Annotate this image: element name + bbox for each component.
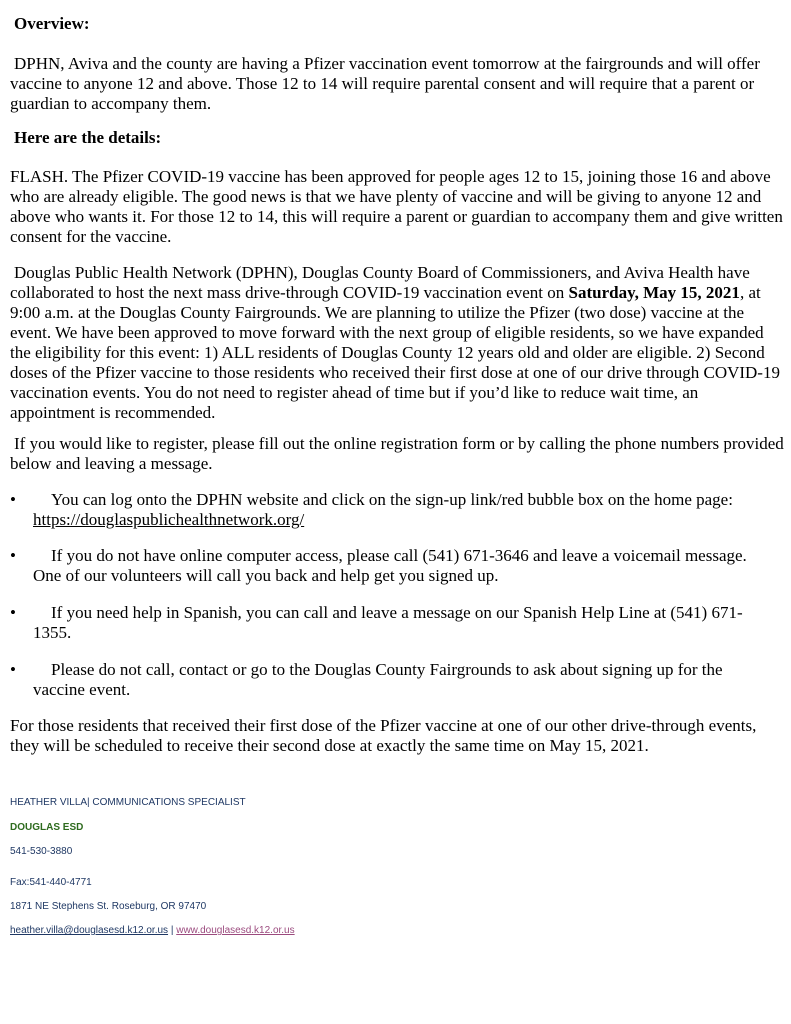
signature-phone: 541-530-3880: [10, 846, 73, 857]
bullet-icon: •: [10, 490, 16, 509]
link-separator: |: [170, 925, 174, 936]
email-link[interactable]: heather.villa@douglasesd.k12.or.us: [10, 925, 169, 936]
overview-paragraph: DPHN, Aviva and the county are having a Pfizer vaccination event tomorrow at the fairgrounds and will offer vaccine to anyone 12 and above. Those 12 to 14 will require parental consent and will require that a parent or guardian to accompany them.: [10, 54, 760, 113]
list-item: [10, 546, 785, 586]
closing-paragraph: For those residents that received their first dose of the Pfizer vaccine at one of our other drive-through events, they will be scheduled to receive their second dose at exactly the same time on May 15, 2021.: [10, 716, 757, 755]
bullet-3-text: If you need help in Spanish, you can call and leave a message on our Spanish Help Line at (541) 671-1355.: [33, 603, 743, 642]
list-item: [10, 660, 785, 700]
list-item: [10, 490, 785, 530]
event-paragraph: [10, 263, 785, 423]
event-text-before: Douglas Public Health Network (DPHN), Douglas County Board of Commissioners, and Aviva Health have collaborated to host the next mass drive-through COVID-19 vaccination event on: [10, 263, 750, 302]
details-heading: Here are the details:: [14, 128, 162, 147]
signature-address: 1871 NE Stephens St. Roseburg, OR 97470: [10, 901, 207, 912]
register-intro: If you would like to register, please fill out the online registration form or by calling the phone numbers provided below and leaving a message.: [10, 434, 784, 473]
flash-paragraph: FLASH. The Pfizer COVID-19 vaccine has been approved for people ages 12 to 15, joining those 16 and above who are already eligible. The good news is that we have plenty of vaccine and will be giving to anyone 12 and above who wants it. For those 12 to 14, this will require a parent or guardian to accompany them and give written consent for the vaccine.: [10, 167, 783, 246]
list-item: [10, 603, 785, 643]
overview-heading: Overview:: [14, 14, 90, 33]
dphn-website-link[interactable]: https://douglaspublichealthnetwork.org/: [33, 510, 305, 529]
signature-contact-links: [10, 925, 295, 937]
bullet-icon: •: [10, 603, 16, 622]
bullet-4-text: Please do not call, contact or go to the Douglas County Fairgrounds to ask about signing up for the vaccine event.: [33, 660, 723, 699]
event-date: Saturday, May 15, 2021: [568, 283, 740, 302]
event-text-after: , at 9:00 a.m. at the Douglas County Fairgrounds. We are planning to utilize the Pfizer (two dose) vaccine at the event. We have been approved to move forward with the next group of eligible residents, so we have expanded the eligibility for this event: 1) ALL residents of Douglas County 12 years old and older are eligible. 2) Second doses of the Pfizer vaccine to those residents who received their first dose at one of our drive through COVID-19 vaccination events. You do not need to register ahead of time but if you’d like to reduce wait time, an appointment is recommended.: [10, 283, 780, 422]
bullet-icon: •: [10, 546, 16, 565]
bullet-icon: •: [10, 660, 16, 679]
signature-org: DOUGLAS ESD: [10, 822, 84, 833]
signature-fax: Fax:541-440-4771: [10, 877, 92, 888]
bullet-1-text: You can log onto the DPHN website and click on the sign-up link/red bubble box on the home page:: [51, 490, 733, 509]
signature-name-title: HEATHER VILLA| COMMUNICATIONS SPECIALIST: [10, 797, 246, 808]
website-link[interactable]: www.douglasesd.k12.or.us: [176, 925, 295, 936]
bullet-2-text: If you do not have online computer access, please call (541) 671-3646 and leave a voicemail message. One of our volunteers will call you back and help get you signed up.: [33, 546, 747, 585]
